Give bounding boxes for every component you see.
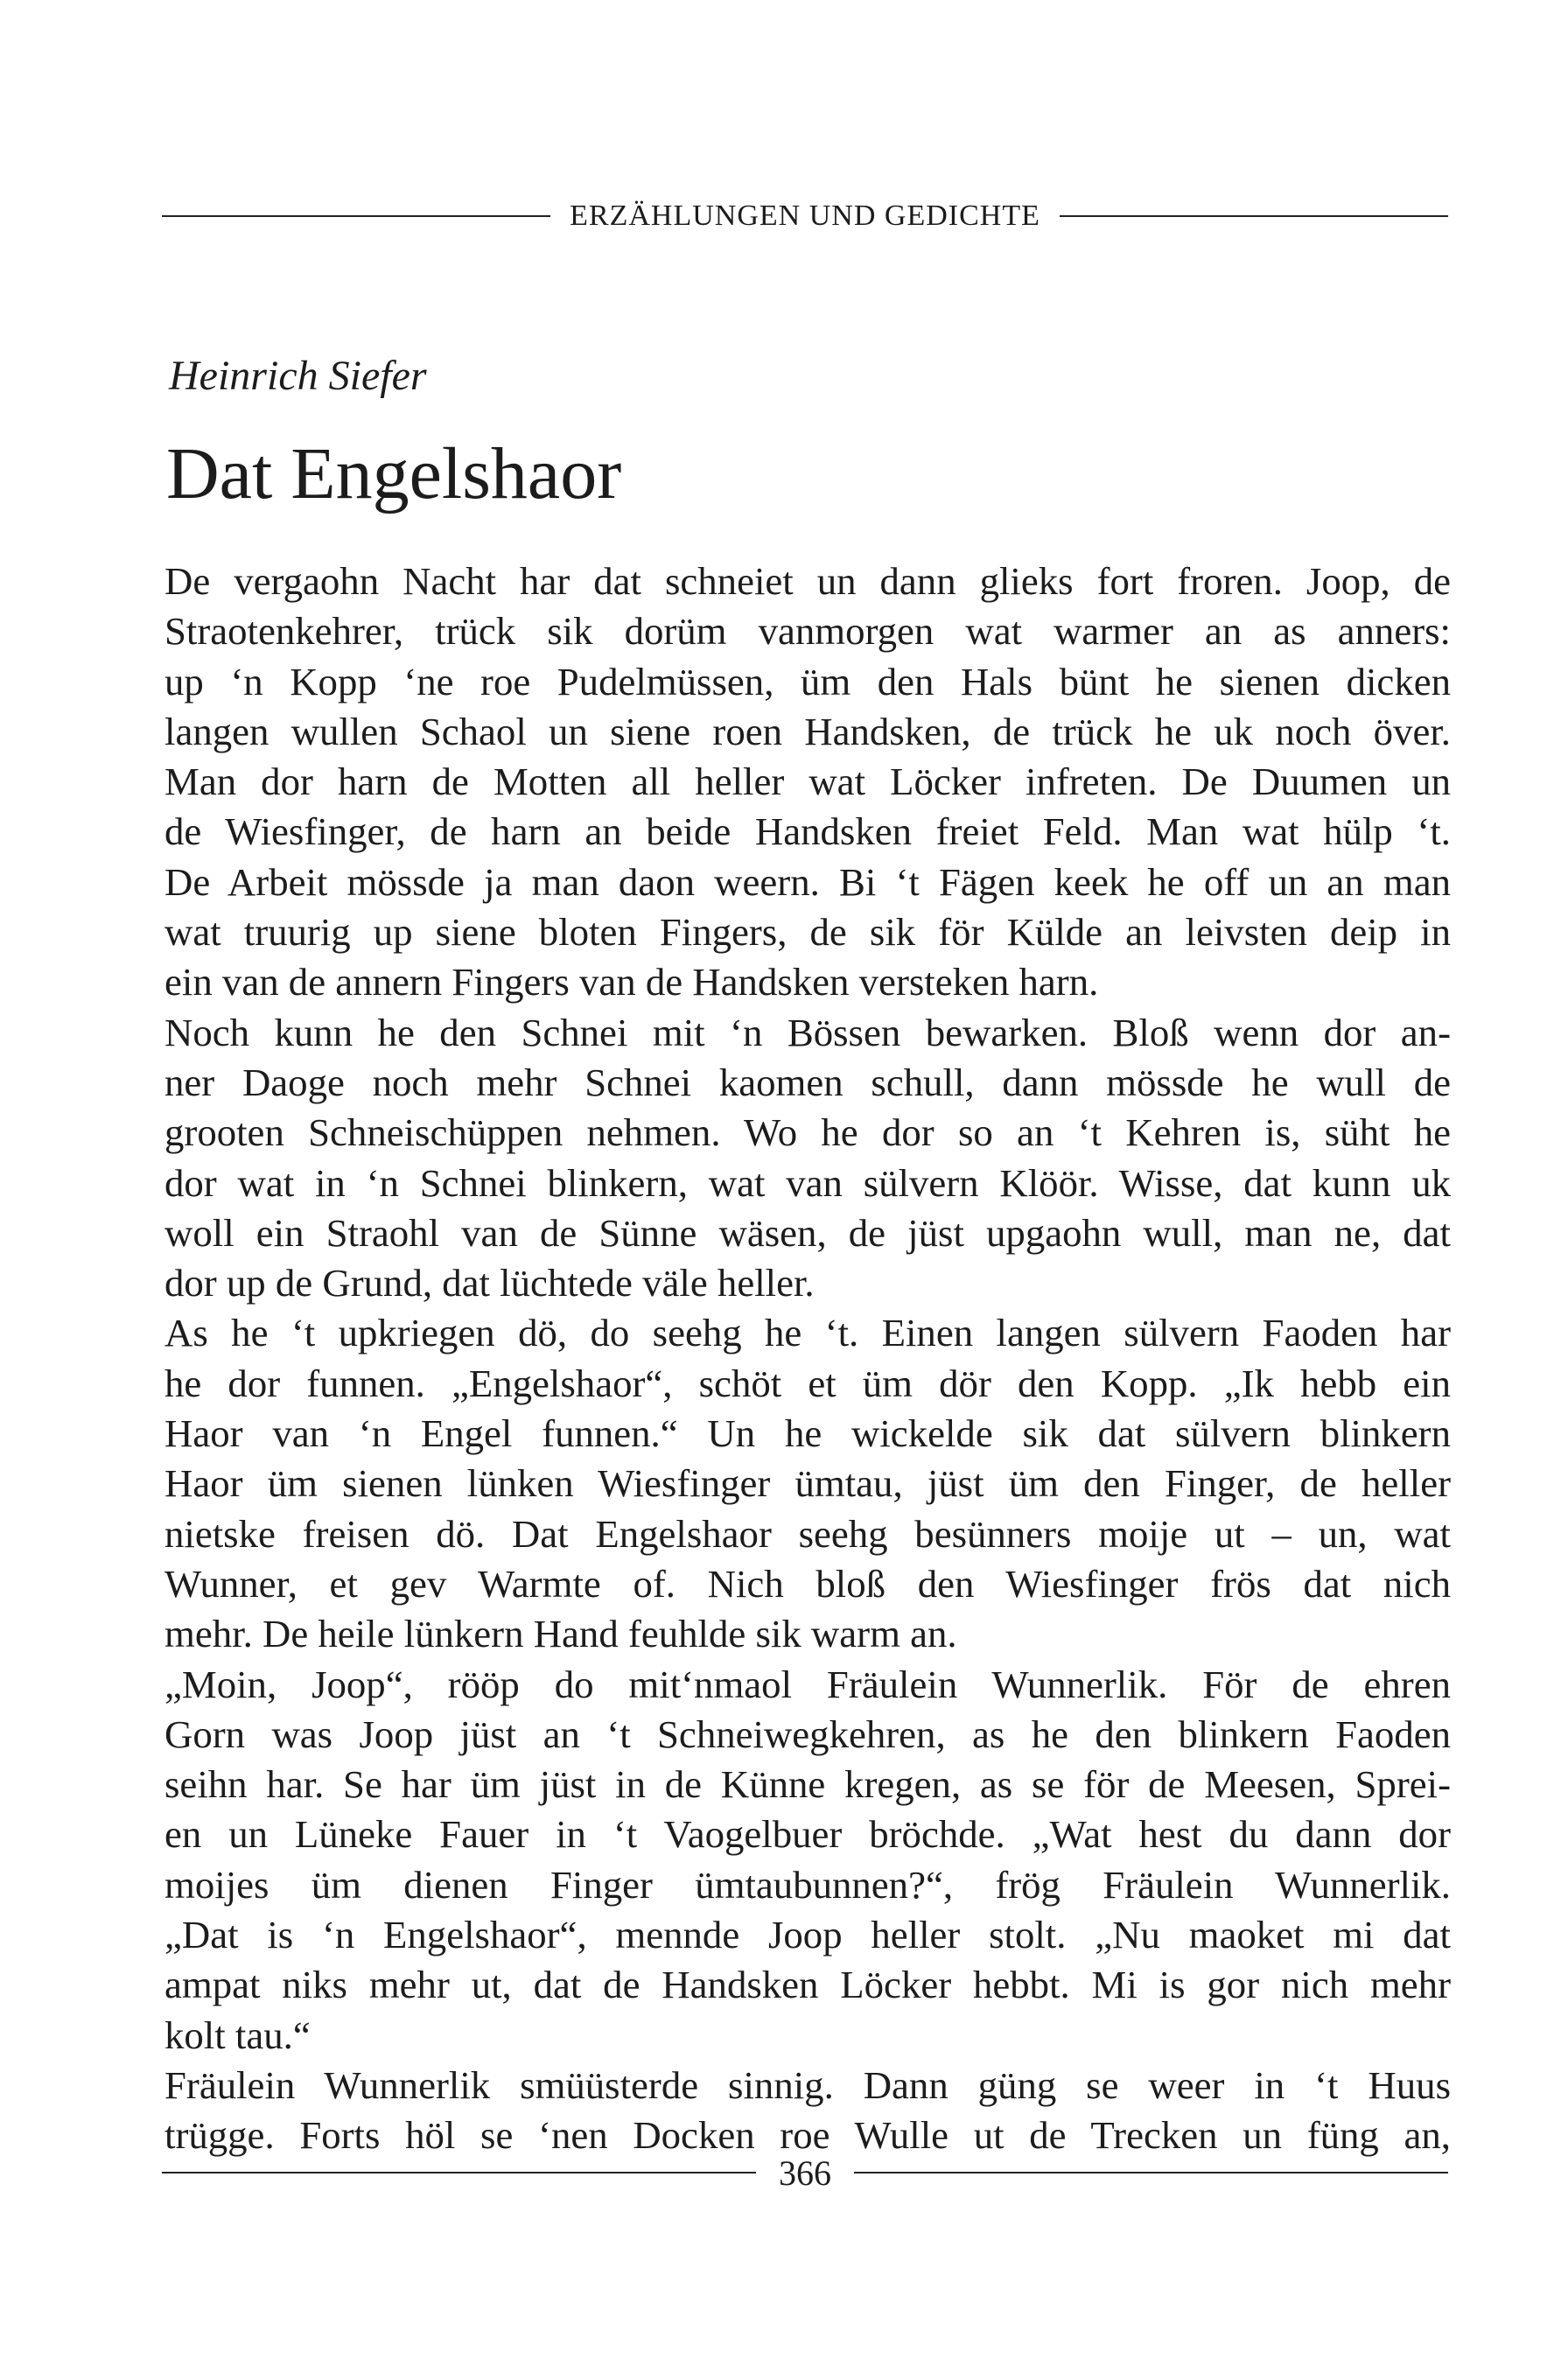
text-line: he dor funnen. „Engelshaor“, schöt et üm dör den Kopp. „Ik hebb ein bbox=[164, 1361, 1451, 1405]
text-line: moijes üm dienen Finger ümtaubunnen?“, frög Fräulein Wunnerlik. bbox=[164, 1862, 1451, 1907]
story-body bbox=[164, 556, 1451, 2161]
text-line: woll ein Straohl van de Sünne wäsen, de jüst upgaohn wull, man ne, dat bbox=[164, 1210, 1451, 1255]
text-line: Haor üm sienen lünken Wiesfinger ümtau, jüst üm den Finger, de heller bbox=[164, 1461, 1451, 1506]
author-name: Heinrich Siefer bbox=[169, 353, 427, 399]
footer-rule-left bbox=[162, 2172, 756, 2174]
text-line: dor wat in ‘n Schnei blinkern, wat van sülvern Klöör. Wisse, dat kunn uk bbox=[164, 1160, 1451, 1205]
text-line: Fräulein Wunnerlik smüüsterde sinnig. Dann güng se weer in ‘t Huus bbox=[164, 2062, 1451, 2107]
text-line: ner Daoge noch mehr Schnei kaomen schull, dann mössde he wull de bbox=[164, 1060, 1451, 1104]
text-line: trügge. Forts höl se ‘nen Docken roe Wulle ut de Trecken un füng an, bbox=[164, 2113, 1451, 2158]
page-number: 366 bbox=[779, 2152, 831, 2193]
text-line: Haor van ‘n Engel funnen.“ Un he wickelde sik dat sülvern blinkern bbox=[164, 1411, 1451, 1456]
text-line: seihn har. Se har üm jüst in de Künne kregen, as se för de Meesen, Sprei- bbox=[164, 1762, 1451, 1807]
text-line: mehr. De heile lünkern Hand feuhlde sik warm an. bbox=[164, 1612, 957, 1656]
text-line: dor up de Grund, dat lüchtede väle heller. bbox=[164, 1261, 815, 1306]
text-line: As he ‘t upkriegen dö, do seehg he ‘t. Einen langen sülvern Faoden har bbox=[164, 1311, 1451, 1355]
text-line: up ‘n Kopp ‘ne roe Pudelmüssen, üm den Hals bünt he sienen dicken bbox=[164, 659, 1451, 704]
story-title: Dat Engelshaor bbox=[166, 433, 622, 514]
text-line: Noch kunn he den Schnei mit ‘n Bössen bewarken. Bloß wenn dor an- bbox=[164, 1010, 1451, 1054]
header-rule-right bbox=[1060, 215, 1448, 217]
text-line: en un Lüneke Fauer in ‘t Vaogelbuer bröchde. „Wat hest du dann dor bbox=[164, 1812, 1451, 1857]
text-line: ein van de annern Fingers van de Handsken versteken harn. bbox=[164, 960, 1099, 1004]
text-line: de Wiesfinger, de harn an beide Handsken freiet Feld. Man wat hülp ‘t. bbox=[164, 809, 1451, 854]
text-line: De Arbeit mössde ja man daon weern. Bi ‘t Fägen keek he off un an man bbox=[164, 859, 1451, 904]
text-line: Gorn was Joop jüst an ‘t Schneiwegkehren, as he den blinkern Faoden bbox=[164, 1712, 1451, 1756]
text-line: ampat niks mehr ut, dat de Handsken Löcker hebbt. Mi is gor nich mehr bbox=[164, 1963, 1451, 2007]
text-line: nietske freisen dö. Dat Engelshaor seehg besünners moije ut – un, wat bbox=[164, 1511, 1451, 1556]
text-line: „Moin, Joop“, rööp do mit‘nmaol Fräulein Wunnerlik. För de ehren bbox=[164, 1662, 1451, 1706]
text-line: kolt tau.“ bbox=[164, 2012, 311, 2057]
text-line: De vergaohn Nacht har dat schneiet un dann glieks fort froren. Joop, de bbox=[164, 559, 1451, 603]
text-line: Man dor harn de Motten all heller wat Löcker infreten. De Duumen un bbox=[164, 760, 1451, 804]
text-line: „Dat is ‘n Engelshaor“, mennde Joop heller stolt. „Nu maoket mi dat bbox=[164, 1913, 1451, 1957]
header-rule-left bbox=[162, 215, 550, 217]
text-line: wat truurig up siene bloten Fingers, de sik för Külde an leivsten deip in bbox=[164, 910, 1451, 955]
running-title: ERZÄHLUNGEN UND GEDICHTE bbox=[570, 200, 1040, 232]
text-line: Straotenkehrer, trück sik dorüm vanmorgen wat warmer an as anners: bbox=[164, 609, 1451, 654]
running-header bbox=[162, 194, 1448, 238]
page-footer bbox=[162, 2148, 1448, 2197]
text-line: Wunner, et gev Warmte of. Nich bloß den Wiesfinger frös dat nich bbox=[164, 1561, 1451, 1606]
text-line: langen wullen Schaol un siene roen Handsken, de trück he uk noch över. bbox=[164, 709, 1451, 753]
text-line: grooten Schneischüppen nehmen. Wo he dor so an ‘t Kehren is, süht he bbox=[164, 1110, 1451, 1155]
footer-rule-right bbox=[854, 2172, 1448, 2174]
